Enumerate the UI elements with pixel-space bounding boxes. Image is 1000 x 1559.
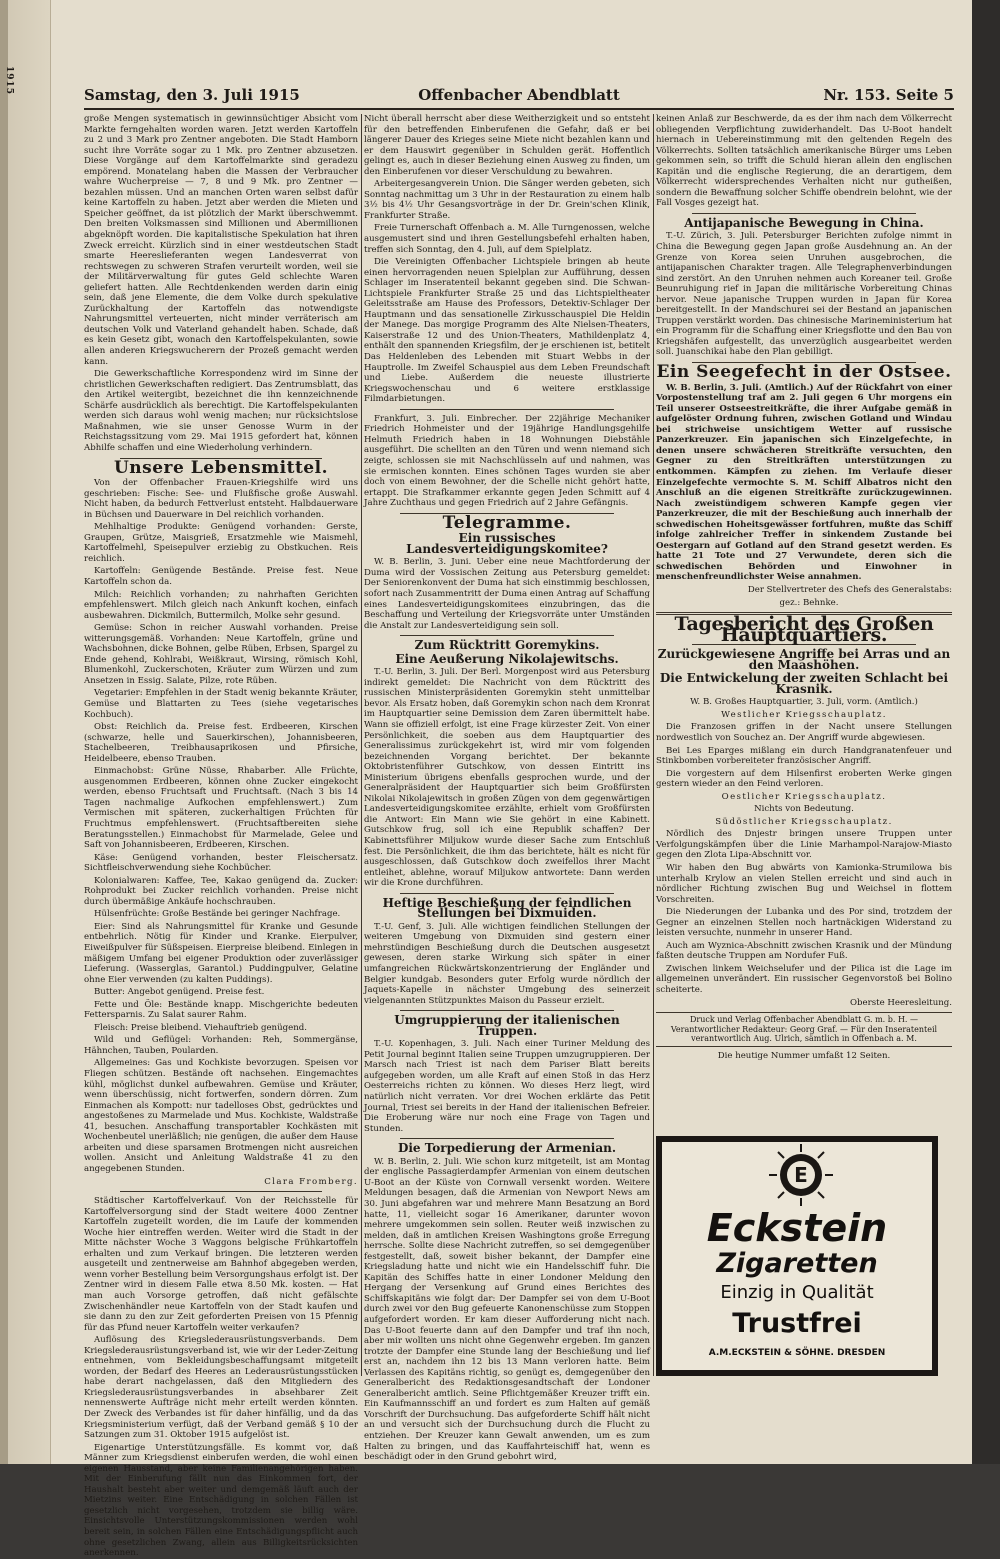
- article-headline: Zum Rücktritt Goremykins.: [414, 638, 600, 653]
- article-subheadline: Eine Aeußerung Nikolajewitschs.: [395, 651, 619, 666]
- page-count-note: Die heutige Nummer umfaßt 12 Seiten.: [717, 1050, 891, 1061]
- article-text: Wild und Geflügel: Vorhanden: Reh, Sommergänse, Hähnchen, Tauben, Poularden.: [84, 1035, 358, 1056]
- binding-mark: 1915: [4, 66, 14, 96]
- article-text: Käse: Genügend vorhanden, bester Fleischersatz. Sichtfleischverwendung siehe Kochbücher.: [84, 852, 358, 874]
- divider: [692, 213, 916, 214]
- article-text: Bei Les Eparges mißlang ein durch Handgranatenfeuer und Stinkbomben vorbereiteter französischer Angriff.: [656, 745, 952, 767]
- report-section: Südöstlicher Kriegsschauplatz.: [715, 816, 893, 827]
- article-headline: Zurückgewiesene Angriffe bei Arras und an den Maashöhen.: [657, 647, 951, 672]
- article-text: Die vorgestern auf dem Hilsenfirst eroberten Werke gingen gestern wieder an den Feind verloren.: [656, 768, 952, 790]
- article-text: T.-U. Kopenhagen, 3. Juli. Nach einer Turiner Meldung des Petit Journal beginnt Italien seine Truppen umzugruppieren. Der Marsch nach Triest ist nach dem Pariser Blatt bereits aufgegeben worden, um alle Kraft auf einen Stoß in das Herz Oesterreichs richten zu können. Wo dieses Herz liegt, wird natürlich nicht verraten. Vor drei Wochen erklärte das Petit Journal, Triest sei bereits in der Hand der italienischen Befreier. Die Eroberung wäre nur noch eine Frage von Tagen und Stunden.: [364, 1039, 650, 1134]
- article-text: W. B. Berlin, 3. Juli. (Amtlich.) Auf der Rückfahrt von einer Vorpostenstellung traf am 2. Juli gegen 6 Uhr morgens ein Teil unserer Ostseestreitkräfte, die ihrer Aufgabe gemäß in aufgelöster Ordnung fuhren, zwischen Gotland und Windau bei strichweise unsichtigem Wetter auf russische Panzerkreuzer. Ein japanischen sich Einzelgefechte, in denen unsere schwächeren Streitkräfte versuchten, den Gegner zu den Streitkräften unterstützungen zu entkommen. Kämpfen zu ziehen. Im Verlaufe dieser Einzelgefechte vermochte S. M. Schiff Albatros nicht den Anschluß an die eigenen Streitkräfte zurückzugewinnen. Nach zweistündigem schweren Kampfe gegen vier Panzerkreuzer, die mit der Beschießung auch innerhalb der schwedischen Hoheitsgewässer fortfuhren, mußte das Schiff infolge zahlreicher Treffer in sinkendem Zustande bei Oestergarn auf Gotland auf den Strand gesetzt werden. Es hatte 21 Tote und 27 Verwundete, deren sich die schwedischen Behörden und Einwohner in menschenfreundlichster Weise annahmen.: [656, 382, 952, 583]
- article-text: Arbeitergesangverein Union. Die Sänger werden gebeten, sich Sonntag nachmittag um 3 Uhr in der Restauration zu einem halb 3½ bis 4½ Uhr Gesangsvorträge in der Dr. Grein'schen Klinik, Frankfurter Straße.: [364, 179, 650, 221]
- imprint: Druck und Verlag Offenbacher Abendblatt G. m. b. H. — Verantwortlicher Redakteur: Georg Graf. — Für den Inseratenteil verantwortlich Aug. Ulrich, sämtlich in Offenbach a. M.: [656, 1012, 952, 1047]
- article-text: Auch am Wyznica-Abschnitt zwischen Krasnik und der Mündung faßten deutsche Truppen am Nordufer Fuß.: [656, 940, 952, 962]
- section-heading: Tagesbericht des Großen Hauptquartiers.: [674, 613, 934, 646]
- article-text: Milch: Reichlich vorhanden; zu nahrhaften Gerichten empfehlenswert. Milch gleich nach Ankunft kochen, einfach ausbewahren. Dickmilch, Buttermilch, Molke sehr gesund.: [84, 589, 358, 621]
- issue-date: Samstag, den 3. Juli 1915: [84, 86, 300, 104]
- article-text: große Mengen systematisch in gewinnsüchtiger Absicht vom Markte ferngehalten worden waren. Jetzt werden Kartoffeln zu 2 und 3 Mark pro Zentner angeboten. Die Stadt Hamborn sucht ihre Vorräte sogar zu 1 Mk. pro Zentner abzusetzen. Diese Vorgänge auf dem Kartoffelmarkte sind geradezu empörend. Monatelang haben die Massen der Verbraucher wahre Wucherpreise — 7, 8 und 9 Mk. pro Zentner — bezahlen müssen. Und an manchen Orten waren selbst dafür keine Kartoffeln zu haben. Jetzt aber werden die Mieten und Speicher geöffnet, da ist plötzlich der Markt überschwemmt. Den breiten Volksmassen sind Millionen und Abermillionen abgeknöpft worden. Die kapitalistische Spekulation hat ihren Zweck erreicht. Kürzlich sind in einer westdeutschen Stadt smarte Heereslieferanten wegen Landesverrat von rechtswegen zu schweren Strafen verurteilt worden, weil sie der Militärverwaltung für gutes Geld schlechte Waren geliefert hatten. Alle Rechtdenkenden werden darin einig sein, daß jene Elemente, die dem Volke durch spekulative Zurückhaltung der Kartoffeln das notwendigste Nahrungsmittel verteuerten, nicht minder verräterisch am deutschen Volk und Vaterland gehandelt haben. Schade, daß es kein Gesetz gibt, wonach den Kartoffelspekulanten, sowie allen anderen Kriegswucherern der Prozeß gemacht werden kann.: [84, 114, 358, 367]
- article-text: T.-U. Zürich, 3. Juli. Petersburger Berichten zufolge nimmt in China die Bewegung gegen Japan große Ausdehnung an. An der Grenze von Korea seien Unruhen ausgebrochen, die antijapanischen Charakter tragen. Alle Telegraphenverbindungen sind zerstört. An den Unruhen nehmen auch Koreaner teil. Große Beunruhigung rief in Japan die militärische Vorbereitung Chinas hervor. Neue japanische Truppen wurden in Japan für Korea bereitgestellt. In der Mandschurei sei der Bestand an japanischen Truppen verstärkt worden. Das chinesische Marineministerium hat ein Programm für die Schaffung einer Kriegsflotte und den Bau von Kriegshäfen aufgestellt, das unverzüglich ausgearbeitet werden soll. Juanschikai habe den Plan gebilligt.: [656, 231, 952, 358]
- article-text: Obst: Reichlich da. Preise fest. Erdbeeren, Kirschen (schwarze, helle und Sauerkirschen), Johannisbeeren, Stachelbeeren, Treibhausaprikosen und Pfirsiche, Heidelbeere, ebenso Trauben.: [84, 722, 358, 764]
- article-text: Die Vereinigten Offenbacher Lichtspiele bringen ab heute einen hervorragenden neuen Spielplan zur Aufführung, dessen Schlager im Inseratenteil bekannt gegeben sind. Die Schwan-Lichtspiele Frankfurter Straße 25 und das Lichtspieltheater Geleitsstraße am Hause des Professors, Detektiv-Schlager Der Hauptmann und das sensationelle Zirkusschauspiel Die Heldin der Manege. Das morgige Programm des Alte Nielsen-Theaters, Kaiserstraße 12 und des Union-Theaters, Mathildenplatz 4, enthält den spannenden Kriegsfilm, der je erschienen ist, betitelt Das Heldenleben des Lebenden mit Stuart Webbs in der Hauptrolle. Im Zweifel Schauspiel aus dem Leben Freundschaft und Liebe. Außerdem die neueste illustrierte Kriegswochenschau und 6 weitere erstklassige Filmdarbietungen.: [364, 257, 650, 405]
- article-text: Einmachobst: Grüne Nüsse, Rhabarber. Alle Früchte, ausgenommen Erdbeeren, können ohne Zucker eingekocht werden, ebenso Fruchtsaft und Fruchtsaft. (Nach 3 bis 14 Tagen nachmalige Aufkochen empfehlenswert.) Zum Vermischen mit späteren, zuckerhaltigen Früchten für Fruchtmus empfehlenswert. (Fruchtsaftbereiten siehe Beratungsstellen.) Einmachobst für Marmelade, Gelee und Saft von Johannisbeeren, Erdbeeren, Kirschen.: [84, 766, 358, 851]
- article-headline: Antijapanische Bewegung in China.: [684, 215, 924, 230]
- article-subheadline: Die Entwickelung der zweiten Schlacht bei Krasnik.: [659, 671, 949, 696]
- article-text: T.-U. Berlin, 3. Juli. Der Berl. Morgenpost wird aus Petersburg indirekt gemeldet: Die Nachricht von dem Rücktritt des russischen Ministerpräsidenten Goremykin steht unmittelbar bevor. Als Ersatz hoben, daß Goremykin schon nach dem Kronrat im Hauptquartier seine Demission dem Zaren übermittelt habe. Wann sie offiziell erfolgt, ist eine Frage kürzester Zeit. Von einer Persönlichkeit, die soeben aus dem Hauptquartier des Generalissimus zurückgekehrt ist, wird mir vom folgenden bezeichnenden Vorgang berichtet. Der bekannte Oktobristenführer Gutschkow, von dessen Eintritt ins Ministerium übrigens ebenfalls gesprochen wurde, und der Generalpräsident der Hauptquartier sich beim Großfürsten Nikolai Nikolajewitsch in großen Zügen von dem gegenwärtigen Landesverteidigungskomitee erzählte, erhielt vom Großfürsten die Antwort: Ein Mann wie Sie gehört in eine Kabinett. Gutschkow frug, soll ich eine Republik schaffen? Der Kabinettsführer Miljukow wurde dieser Sache zum Entschluß fest. Die Persönlichkeit, die ihm das berichtete, hält es nicht für ausgeschlossen, daß Gutschkow doch zweifellos ihrer Macht entleihet, ablehne, worauf Miljukow antwortete: Dann werden wir die Krone durchführen.: [364, 667, 650, 889]
- binding-shadow: [0, 0, 8, 1464]
- article-headline: Die Torpedierung der Armenian.: [397, 1141, 617, 1156]
- article-headline: Ein Seegefecht in der Ostsee.: [656, 362, 952, 383]
- article-text: Frankfurt, 3. Juli. Einbrecher. Der 22jährige Mechaniker Friedrich Hohmeister und der 19jährige Handlungsgehilfe Helmuth Friedrich haben in 18 Wohnungen Diebstähle ausgeführt. Die schellten an den Türen und wenn niemand sich zeigte, schlossen sie mit Nachschlüsseln auf und nahmen, was sie ermischen konnten. Eines schönen Tages wurden sie aber doch von einem Bewohner, der die Schelle nicht gehört hatte, ertappt. Die Strafkammer erkannte gegen Jeden Schmitt auf 4 Jahre Zuchthaus und gegen Friedrich auf 2 Jahre Gefängnis.: [364, 413, 650, 509]
- column-1: [84, 114, 358, 1559]
- column-2: [364, 114, 650, 1463]
- article-text: Hülsenfrüchte: Große Bestände bei geringer Nachfrage.: [94, 909, 341, 920]
- ad-brand: Eckstein: [706, 1206, 888, 1250]
- section-heading: Telegramme.: [442, 512, 572, 533]
- article-text: Allgemeines: Gas und Kochkiste bevorzugen. Speisen vor Fliegen schützen. Bestände oft nachsehen. Eingemachtes kühl, möglichst dunkel aufbewahren. Gemüse und Kräuter, wenn überschüssig, nicht fortwerfen, sondern dörren. Zum Einmachen als Kompott: nur tadelloses Obst, gedrücktes und angestoßenes zu Marmelade und Mus. Kochkiste, Waldstraße 41, besuchen. Anschaffung transportabler Kochkästen mit Wochenbeutel unerläßlich; nie genügen, die außer dem Hause arbeiten und diese sparsamen Brotmengen nicht ausreichen wollen. Ansicht und Anleitung Waldstraße 41 zu den angegebenen Stunden.: [84, 1058, 358, 1174]
- article-text: Mehlhaltige Produkte: Genügend vorhanden: Gerste, Graupen, Grütze, Maisgrieß, Ersatzmehle wie Maismehl, Kartoffelmehl, Speisepulver erziebig zu Obstkuchen. Reis reichlich.: [84, 522, 358, 564]
- report-section: Oestlicher Kriegsschauplatz.: [721, 791, 887, 802]
- issue-number: Nr. 153. Seite 5: [823, 86, 954, 104]
- column-divider: [361, 114, 362, 1376]
- article-text: W. B. Berlin, 3. Juni. Ueber eine neue Machtforderung der Duma wird der Vossischen Zeitung aus Petersburg gemeldet: Der Seniorenkonvent der Duma hat sich einstimmig beschlossen, sofort nach Zusammentritt der Duma einen Antrag auf Schaffung eines Landesverteidigungskomitees einzubringen, das die Beschaffung und Verteilung der Kriegsvorräte unter Umständen die Anstalt zur Landesverteidigung sein soll.: [364, 557, 650, 631]
- ad-maker: A.M.ECKSTEIN & SÖHNE. DRESDEN: [708, 1348, 886, 1358]
- article-headline: Umgruppierung der italienischen Truppen.: [394, 1013, 620, 1038]
- article-text: Die Franzosen griffen in der Nacht unsere Stellungen nordwestlich von Souchez an. Der Angriff wurde abgewiesen.: [656, 722, 952, 743]
- binding-edge: [0, 0, 51, 1464]
- article-text: Die Niederungen der Lubanka und des Por sind, trotzdem der Gegner an einzelnen Stellen noch hartnäckigen Widerstand zu leisten versuchte, nunmehr in unserer Hand.: [656, 907, 952, 939]
- article-headline: Heftige Beschießung der feindlichen Stellungen bei Dixmuiden.: [382, 895, 632, 921]
- article-text: Nichts von Bedeutung.: [754, 804, 854, 815]
- page-header: [84, 86, 954, 110]
- article-text: Fleisch: Preise bleibend. Viehauftrieb genügend.: [94, 1022, 307, 1033]
- article-text: Zwischen linkem Weichselufer und der Pilica ist die Lage im allgemeinen unverändert. Ein russischer Gegenvorstoß bei Bolino scheiterte.: [656, 963, 952, 996]
- article-text: Städtischer Kartoffelverkauf. Von der Reichsstelle für Kartoffelversorgung sind der Stadt weitere 4000 Zentner Kartoffeln zugeteilt worden, die im Laufe der kommenden Woche hier eintreffen werden. Weiter wird die Stadt in der Mitte nächster Woche 3 Waggons belgische Frühkartoffeln erhalten und zum Verkauf bringen. Die letzteren werden ausgeteilt und zentnerweise am Bahnhof abgegeben werden, wenn vorher Bestellung beim Versorgungshaus erfolgt ist. Der Zentner wird in diesem Falle etwa 8.50 Mk. kosten. — Hat man auch Vorsorge getroffen, daß nicht gefälschte Zwischenhändler neue Kartoffeln von der Stadt kaufen und sie dann zu den zur Zeit geforderten Preisen von 15 Pfennig für das Pfund neuer Kartoffeln weiter verkaufen?: [84, 1196, 358, 1333]
- article-text: Von der Offenbacher Frauen-Kriegshilfe wird uns geschrieben: Fische: See- und Flußfische große Auswahl. Nicht haben, da bedurch Fettverlust entsteht. Halbdauerware in Büchsen und Dauerware in Del reichlich vorhanden.: [84, 478, 358, 520]
- scan-border: [972, 0, 1000, 1464]
- article-text: Freie Turnerschaft Offenbach a. M. Alle Turngenossen, welche ausgemustert sind und ihren Gestellungsbefehl erhalten haben, treffen sich Sonntag, den 4. Juli, auf dem Spielplatz.: [364, 223, 650, 255]
- article-text: Nicht überall herrscht aber diese Weitherzigkeit und so entsteht für den betreffenden Einberufenen die Gefahr, daß er bei längerer Dauer des Krieges seine Miete nicht bezahlen kann und er dem Hauswirt gegenüber in Schulden gerät. Hoffentlich gelingt es, auch in dieser Beziehung einen Ausweg zu finden, um den Einberufenen vor dieser Verschuldung zu bewahren.: [364, 114, 650, 177]
- section-heading: Unsere Lebensmittel.: [113, 457, 328, 478]
- ad-product: Zigaretten: [716, 1248, 878, 1279]
- article-text: Kolonialwaren: Kaffee, Tee, Kakao genügend da. Zucker: Rohprodukt bei Zucker reichlich vorhanden. Preise nicht durch übermäßige Ankäufe hochschrauben.: [84, 875, 358, 907]
- divider: [400, 1138, 614, 1139]
- divider: [400, 409, 614, 410]
- divider: [400, 1010, 614, 1011]
- article-text: T.-U. Genf, 3. Juli. Alle wichtigen feindlichen Stellungen der weiteren Umgebung von Dixmuiden sind gestern einer mehrstündigen Beschießung durch die Deutschen ausgesetzt gewesen, deren starke Wirkung sich später in einer umfangreichen Rückwärtskonzentrierung der Engländer und Belgier kundgab. Besonders guter Erfolg wurde nördlich der Jaquets-Kapelle in nächster Umgebung des seinerzeit vielgenannten Stützpunktes Maison du Passeur erzielt.: [364, 921, 650, 1006]
- ad-slogan: Trustfrei: [732, 1308, 862, 1339]
- signature: Oberste Heeresleitung.: [849, 997, 952, 1008]
- signature: Clara Fromberg.: [264, 1176, 358, 1187]
- logo-letter: E: [787, 1161, 815, 1189]
- article-text: Fette und Öle: Bestände knapp. Mischgerichte bedeuten Fettersparnis. Zu Salat saurer Rahm.: [84, 999, 358, 1021]
- eckstein-logo-icon: [780, 1154, 822, 1196]
- article-text: Wir haben den Bug abwärts von Kamionka-Strumilowa bis unterhalb Krylow an vielen Stellen erreicht und sind auch in nördlicher Richtung zwischen Bug und Weichsel in flottem Vorschreiten.: [656, 863, 952, 905]
- article-text: Butter: Angebot genügend. Preise fest.: [94, 987, 265, 998]
- divider: [120, 1191, 322, 1192]
- divider: [400, 893, 614, 894]
- article-text: Kartoffeln: Genügende Bestände. Preise fest. Neue Kartoffeln schon da.: [84, 566, 358, 587]
- article-text: Vegetarier: Empfehlen in der Stadt wenig bekannte Kräuter, Gemüse und Blattarten zu Tees (siehe vegetarisches Kochbuch).: [84, 688, 358, 720]
- report-section: Westlicher Kriegsschauplatz.: [721, 709, 887, 720]
- ad-quality: Einzig in Qualität: [720, 1282, 874, 1303]
- signature-title: Der Stellvertreter des Chefs des Generalstabs:: [747, 584, 952, 595]
- eckstein-advertisement: [656, 1136, 938, 1376]
- article-text: Gemüse: Schon in reicher Auswahl vorhanden. Preise witterungsgemäß. Vorhanden: Neue Kartoffeln, grüne und Wachsbohnen, dicke Bohnen, gelbe Rüben, Erbsen, Spargel zu Ende gehend, Kohlrabi, Weißkraut, Wirsing, römisch Kohl, Blumenkohl, Zuckerschoten, Kräuter zum Würzen und zum Ansetzen in Essig. Salate, Pilze, rote Rüben.: [84, 623, 358, 686]
- divider: [400, 635, 614, 636]
- article-text: Auflösung des Kriegslederausrüstungsverbands. Dem Kriegslederausrüstungsverband ist, wie wir der Leder-Zeitung entnehmen, vom Bekleidungsbeschaffungsamt mitgeteilt worden, der Bedarf des Heeres an Lederausrüstungsstücken habe derart nachgelassen, daß den Mitgliedern des Kriegslederausrüstungsverbandes in absehbarer Zeit nennenswerte Aufträge nicht mehr erteilt werden könnten. Der Zweck des Verbandes ist für daher hinfällig, und da das Kriegsministerium verfügt, daß der Verband gemäß § 10 der Satzungen zum 31. Oktober 1915 aufgelöst ist.: [84, 1335, 358, 1441]
- article-text: Die Gewerkschaftliche Korrespondenz wird im Sinne der christlichen Gewerkschaften redigiert. Das Zentrumsblatt, das den Artikel weitergibt, bezeichnet die ihn kennzeichnende Schärfe ausdrücklich als berechtigt. Die Kartoffelspekulanten werden sich daraus wohl wenig machen; nur rücksichtslose Maßnahmen, wie sie unser Genosse Wurm in der Reichstagssitzung vom 29. Mai 1915 gefordert hat, können Abhilfe schaffen und eine Wiederholung verhindern.: [84, 369, 358, 453]
- report-dateline: W. B. Großes Hauptquartier, 3. Juli, vorm. (Amtlich.): [690, 697, 918, 708]
- article-text: Nördlich des Dnjestr bringen unsere Truppen unter Verfolgungskämpfen über die Linie Marhampol-Narajow-Miasto gegen den Zlota Lipa-Abschnitt vor.: [656, 829, 952, 861]
- column-divider: [653, 114, 654, 1376]
- article-text: Eier: Sind als Nahrungsmittel für Kranke und Gesunde entbehrlich. Nötig für Kinder und Kranke. Eierpulver, Eiweißpulver für Süßspeisen. Eierpreise bleibend. Einlegen in mäßigem Umfang bei eigener Produktion oder zuverlässiger Lieferung. (Wasserglas, Garantol.) Puddingpulver, Gelatine ohne Eier verwenden (zu kalten Puddings).: [84, 921, 358, 985]
- article-text: keinen Anlaß zur Beschwerde, da es der ihm nach dem Völkerrecht obliegenden Verpflichtung zuwiderhandelt. Das U-Boot handelt hiernach in Uebereinstimmung mit den geltenden Regeln des Völkerrechts. Sollten tatsächlich amerikanische Bürger ums Leben gekommen sein, so trifft die Schuld hieran allein den englischen Kapitän und die englische Regierung, die an derartigem, dem Völkerrecht widersprechendes Verhalten nicht nur gutheißen, sondern die Bewaffnung solcher Schiffe obendrein belohnt, wie der Fall Vosges gezeigt hat.: [656, 114, 952, 209]
- article-headline: Ein russisches Landesverteidigungskomitee?: [406, 531, 608, 556]
- signature: gez.: Behnke.: [779, 597, 839, 608]
- article-text: W. B. Berlin, 2. Juli. Wie schon kurz mitgeteilt, ist am Montag der englische Passagierdampfer Armenian von einem deutschen U-Boot an der Küste von Cornwall versenkt worden. Weitere Meldungen besagen, daß die Armenian von Newport News am 30. Juni abgefahren war und mehrere Mann Besatzung an Bord hatte, 11, vielleicht sogar 16 Amerikaner, darunter wovon mehrere umgekommen sein sollen. Reuter weiß inzwischen zu melden, daß in amtlichen Kreisen Washingtons große Erregung herrsche. Sollte diese Nachricht zutreffen, so sei demgegenüber festgestellt, daß, soweit bisher bekannt, der Dampfer eine Kriegsladung hatte und nicht wie ein Handelsschiff fuhr. Die Kapitän des Schiffes hatte in einer Londoner Meldung den Hergang der Versenkung auf Grund eines Berichtes des Schiffskapitäns wie folgt dar: Der Dampfer sei von dem U-Boot durch zwei vor den Bug gefeuerte Kanonenschüsse zum Stoppen aufgefordert worden. Er kam dieser Aufforderung nicht nach. Das U-Boot feuerte dann auf den Dampfer und traf ihn noch, aber mir wollten uns nicht ohne Gegenwehr ergeben. Im ganzen trotzte der Dampfer eine Stunde lang der Beschießung und lief erst an, nachdem ihn 12 bis 13 Mann verloren hatte. Beim Verlassen des Kapitäns richtig, so genügt es, demgegenüber den Generalbericht des Redaktionsgesandtschaft der Londoner Generalbericht amtlich. Seine Pflichtgemäßer Kreuzer trifft ein. Ein Kaufmannsschiff an und fordert es zum Halten auf gemäß Vorschrift der Durchsuchung. Das aufgeforderte Schiff hält nicht an und versucht sich der Durchsuchung durch die Flucht zu entziehen. Der Kreuzer kann Gewalt anwenden, um es zum Halten zu bringen, und das Kauffahrteischiff hat, wenn es beschädigt oder in den Grund gebohrt wird,: [364, 1156, 650, 1463]
- article-text: Eigenartige Unterstützungsfälle. Es kommt vor, daß Männer zum Kriegsdienst einberufen werden, die wohl einen eigenen Hausstand, aber keine Familienangehörigen haben. Mit der Einberufung fällt nun das Einkommen fort, der Haushalt besteht aber weiter und demgemäß läuft auch der Mietzins weiter. Eine Entschädigung in solchen Fällen ist gesetzlich nicht vorgesehen, trotzdem sie billig wäre. Einsichtsvolle Unterstützungskommissionen werden wohl bereit sein, in solchen Fällen eine Entschädigungspflicht auch ohne gesetzlichen Zwang, allein aus Billigkeitsrücksichten anerkennen.: [84, 1442, 358, 1559]
- paper-title: Offenbacher Abendblatt: [418, 86, 620, 104]
